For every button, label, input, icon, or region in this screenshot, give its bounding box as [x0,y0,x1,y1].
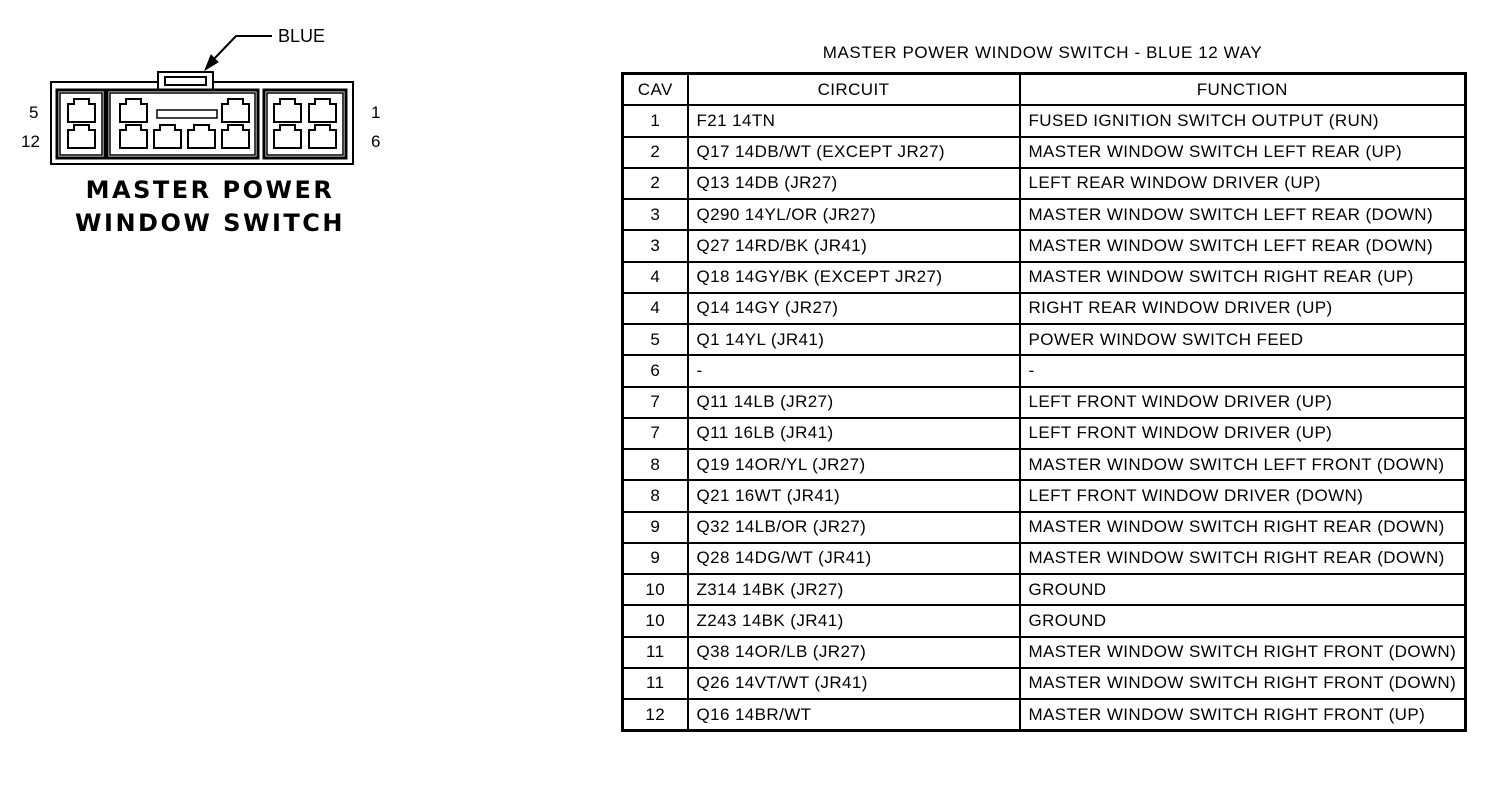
cav-cell: 9 [623,543,688,574]
circuit-cell: Q11 14LB (JR27) [688,387,1020,418]
table-body [623,105,1466,731]
function-cell: FUSED IGNITION SWITCH OUTPUT (RUN) [1020,105,1466,136]
table-row [623,137,1466,168]
function-cell: LEFT FRONT WINDOW DRIVER (DOWN) [1020,480,1466,511]
cav-cell: 10 [623,605,688,636]
table-row [623,480,1466,511]
table-row [623,262,1466,293]
cav-cell: 12 [623,699,688,731]
function-cell: MASTER WINDOW SWITCH RIGHT REAR (DOWN) [1020,512,1466,543]
circuit-cell: F21 14TN [688,105,1020,136]
connector-body [51,82,353,164]
cav-cell: 7 [623,387,688,418]
cav-cell: 11 [623,637,688,668]
table-row [623,230,1466,261]
circuit-cell: Q14 14GY (JR27) [688,293,1020,324]
table-row [623,637,1466,668]
component-title-line1: MASTER POWER [85,176,335,204]
function-cell: MASTER WINDOW SWITCH LEFT REAR (UP) [1020,137,1466,168]
table-row [623,449,1466,480]
function-cell: RIGHT REAR WINDOW DRIVER (UP) [1020,293,1466,324]
cav-cell: 3 [623,230,688,261]
circuit-cell: Q1 14YL (JR41) [688,324,1020,355]
circuit-cell: Q26 14VT/WT (JR41) [688,668,1020,699]
table-row [623,168,1466,199]
function-cell: MASTER WINDOW SWITCH LEFT FRONT (DOWN) [1020,449,1466,480]
cav-cell: 2 [623,168,688,199]
connector-diagram [0,0,600,260]
circuit-cell: Q17 14DB/WT (EXCEPT JR27) [688,137,1020,168]
table-row [623,668,1466,699]
table-row [623,355,1466,386]
circuit-cell: Q28 14DG/WT (JR41) [688,543,1020,574]
component-title-line2: WINDOW SWITCH [75,209,345,237]
table-row [623,543,1466,574]
cav-cell: 4 [623,262,688,293]
function-cell: MASTER WINDOW SWITCH RIGHT FRONT (DOWN) [1020,668,1466,699]
function-cell: MASTER WINDOW SWITCH RIGHT FRONT (UP) [1020,699,1466,731]
circuit-cell: Q32 14LB/OR (JR27) [688,512,1020,543]
cav-cell: 6 [623,355,688,386]
table-row [623,418,1466,449]
table-row [623,293,1466,324]
cav-cell: 3 [623,199,688,230]
cav-cell: 1 [623,105,688,136]
circuit-cell: Q27 14RD/BK (JR41) [688,230,1020,261]
table-row [623,324,1466,355]
cavity-label-top-right: 1 [371,103,381,122]
cav-cell: 8 [623,449,688,480]
table-header-row [623,74,1466,106]
pinout-table [621,72,1467,732]
circuit-cell: Q38 14OR/LB (JR27) [688,637,1020,668]
function-cell: MASTER WINDOW SWITCH RIGHT REAR (UP) [1020,262,1466,293]
header-cav: CAV [623,74,688,106]
cavity-label-top-left: 5 [29,103,39,122]
callout-leader [205,36,272,70]
table-row [623,387,1466,418]
function-cell: LEFT REAR WINDOW DRIVER (UP) [1020,168,1466,199]
table-row [623,574,1466,605]
function-cell: MASTER WINDOW SWITCH RIGHT FRONT (DOWN) [1020,637,1466,668]
table-row [623,512,1466,543]
cav-cell: 7 [623,418,688,449]
circuit-cell: Q19 14OR/YL (JR27) [688,449,1020,480]
circuit-cell: Z314 14BK (JR27) [688,574,1020,605]
circuit-cell: Q21 16WT (JR41) [688,480,1020,511]
function-cell: LEFT FRONT WINDOW DRIVER (UP) [1020,418,1466,449]
table-row [623,605,1466,636]
circuit-cell: Q11 16LB (JR41) [688,418,1020,449]
circuit-cell: - [688,355,1020,386]
table-row [623,699,1466,731]
function-cell: MASTER WINDOW SWITCH RIGHT REAR (DOWN) [1020,543,1466,574]
function-cell: LEFT FRONT WINDOW DRIVER (UP) [1020,387,1466,418]
function-cell: GROUND [1020,605,1466,636]
cavity-label-bottom-left: 12 [21,132,40,151]
table-row [623,105,1466,136]
cav-cell: 9 [623,512,688,543]
table-row [623,199,1466,230]
cav-cell: 4 [623,293,688,324]
function-cell: - [1020,355,1466,386]
function-cell: MASTER WINDOW SWITCH LEFT REAR (DOWN) [1020,199,1466,230]
cav-cell: 11 [623,668,688,699]
cavity-label-bottom-right: 6 [371,132,381,151]
header-circuit: CIRCUIT [688,74,1020,106]
table-title: MASTER POWER WINDOW SWITCH - BLUE 12 WAY [822,43,1263,62]
cav-cell: 8 [623,480,688,511]
circuit-cell: Q13 14DB (JR27) [688,168,1020,199]
circuit-cell: Q290 14YL/OR (JR27) [688,199,1020,230]
cav-cell: 10 [623,574,688,605]
callout-label: BLUE [278,26,326,46]
connector-latch [158,72,213,90]
circuit-cell: Q16 14BR/WT [688,699,1020,731]
function-cell: POWER WINDOW SWITCH FEED [1020,324,1466,355]
circuit-cell: Z243 14BK (JR41) [688,605,1020,636]
cav-cell: 5 [623,324,688,355]
function-cell: GROUND [1020,574,1466,605]
function-cell: MASTER WINDOW SWITCH LEFT REAR (DOWN) [1020,230,1466,261]
circuit-cell: Q18 14GY/BK (EXCEPT JR27) [688,262,1020,293]
cav-cell: 2 [623,137,688,168]
header-function: FUNCTION [1020,74,1466,106]
